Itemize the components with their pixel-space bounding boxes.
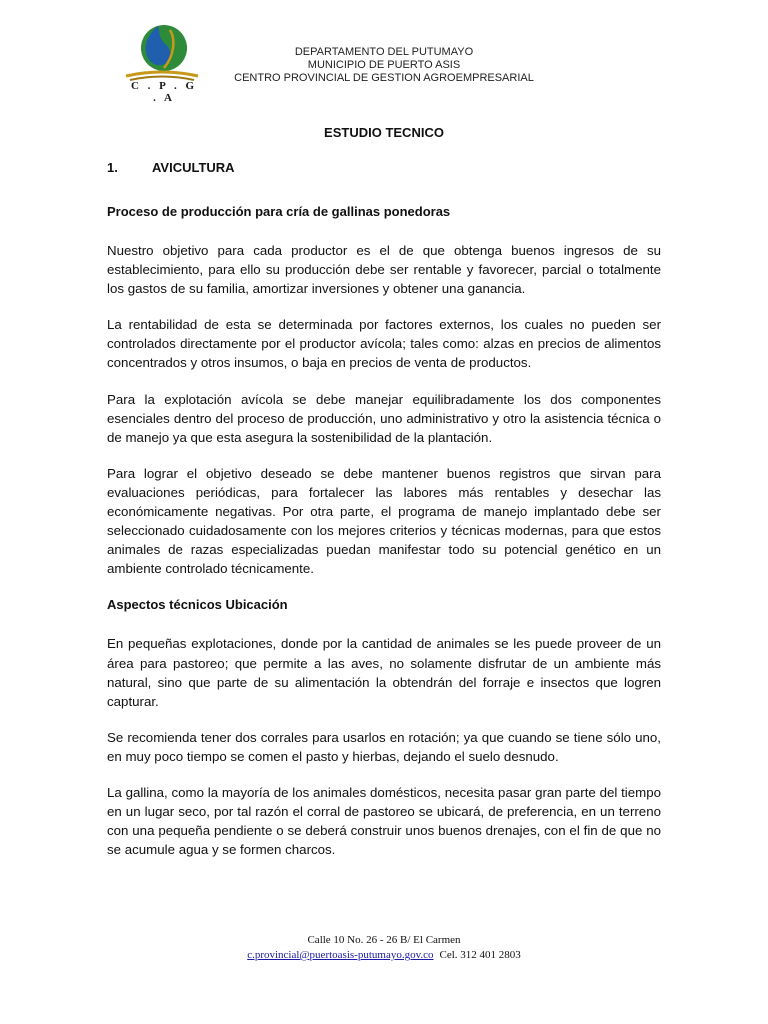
header-center: CENTRO PROVINCIAL DE GESTION AGROEMPRESARIAL	[234, 72, 534, 84]
paragraph: Se recomienda tener dos corrales para usarlos en rotación; ya que cuando se tiene sólo uno, en muy poco tiempo se comen el pasto y hierbas, dejando el suelo desnudo.	[107, 729, 661, 764]
subheading-aspectos: Aspectos técnicos Ubicación	[107, 597, 288, 613]
logo-caption: C . P . G . A	[130, 80, 198, 104]
paragraph: En pequeñas explotaciones, donde por la cantidad de animales se les puede proveer de un área para pastoreo; que permite a las aves, no solamente disfrutar de un ambiente más natural, sino que parte de su alimentación la obtendrán del forraje e insectos que logren capturar.	[107, 636, 661, 709]
header-department: DEPARTAMENTO DEL PUTUMAYO	[294, 46, 474, 58]
section-name: AVICULTURA	[152, 160, 235, 175]
subheading-proceso: Proceso de producción para cría de gallinas ponedoras	[107, 204, 451, 219]
footer-address: Calle 10 No. 26 - 26 B/ El Carmen	[307, 934, 461, 946]
footer-phone: Cel. 312 401 2803	[439, 949, 521, 961]
paragraph: Nuestro objetivo para cada productor es el de que obtenga buenos ingresos de su establecimiento, para ello su producción debe ser rentable y favorecer, parcial o totalmente los gastos de su familia, amortizar inversiones y obtener una ganancia.	[107, 243, 661, 297]
letterhead	[0, 46, 768, 85]
footer	[0, 933, 768, 963]
paragraph: La gallina, como la mayoría de los animales domésticos, necesita pasar gran parte del tiempo en un lugar seco, por tal razón el corral de pastoreo se ubicará, de preferencia, en un terreno con una pequeña pendiente o se deberá construir unos buenos drenajes, con el fin de que no se acumule agua y se formen charcos.	[107, 784, 661, 858]
section-heading	[107, 160, 235, 175]
document-body	[107, 202, 661, 859]
header-municipality: MUNICIPIO DE PUERTO ASIS	[307, 59, 461, 71]
paragraph: La rentabilidad de esta se determinada por factores externos, los cuales no pueden ser controlados directamente por el productor avícola; tales como: alzas en precios de alimentos concentrados y otros insumos, o baja en precios de venta de productos.	[107, 317, 661, 371]
email-link[interactable]: c.provincial@puertoasis-putumayo.gov.co	[247, 949, 434, 961]
paragraph: Para lograr el objetivo deseado se debe mantener buenos registros que sirvan para evaluaciones periódicas, para fortalecer las labores más rentables y desechar las económicamente negativas. Por otra parte, el programa de manejo implantado debe ser seleccionado cuidadosamente con los mejores criterios y técnicas modernas, para que estos animales de razas especializadas puedan manifestar todo su potencial genético en un ambiente controlado técnicamente.	[107, 465, 661, 577]
section-number: 1.	[107, 160, 118, 175]
footer-contact	[0, 948, 768, 963]
document-title: ESTUDIO TECNICO	[324, 125, 444, 140]
paragraph: Para la explotación avícola se debe manejar equilibradamente los dos componentes esenciales dentro del proceso de producción, uno administrativo y otro la asistencia técnica o de manejo ya que esta asegura la sostenibilidad de la plantación.	[107, 391, 661, 445]
